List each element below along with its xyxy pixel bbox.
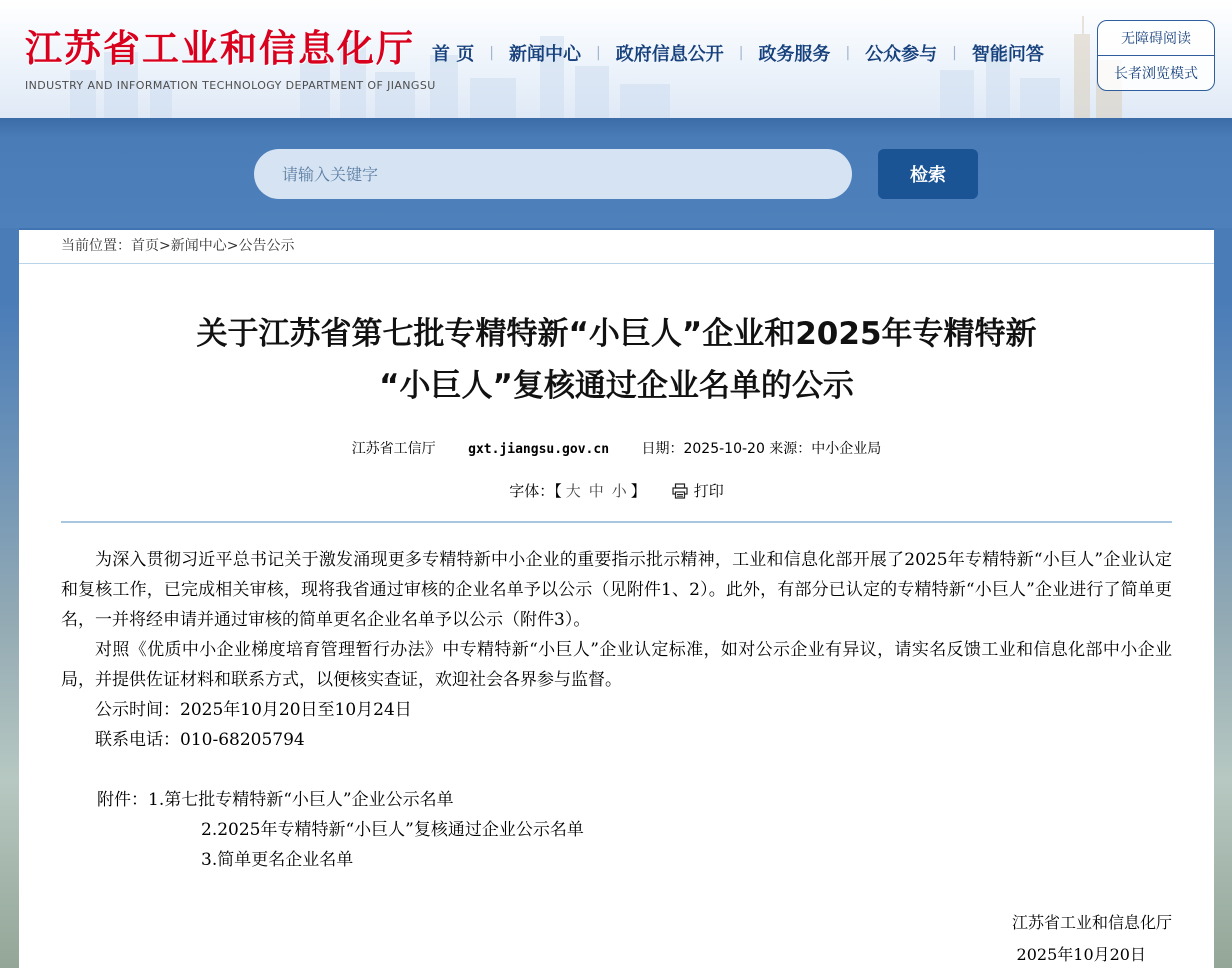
content-panel bbox=[19, 228, 1214, 968]
breadcrumb-path[interactable]: 首页>新闻中心>公告公示 bbox=[131, 238, 295, 254]
article bbox=[19, 308, 1214, 968]
article-meta bbox=[61, 438, 1172, 458]
paragraph-2: 对照《优质中小企业梯度培育管理暂行办法》中专精特新“小巨人”企业认定标准，如对公示企业有异议，请实名反馈工业和信息化部中小企业局，并提供佐证材料和联系方式，以便核实查证，欢迎社会各界参与监督。 bbox=[61, 640, 1172, 690]
nav-item-news[interactable]: 新闻中心 bbox=[509, 44, 581, 65]
search-banner bbox=[0, 118, 1232, 228]
article-title bbox=[91, 308, 1142, 412]
accessible-reading-button[interactable]: 无障碍阅读 bbox=[1121, 31, 1191, 47]
nav-separator: | bbox=[596, 45, 601, 61]
attachments-label: 附件： bbox=[97, 790, 148, 810]
meta-date-source: 日期：2025-10-20 来源：中小企业局 bbox=[641, 441, 882, 457]
paragraph-1: 为深入贯彻习近平总书记关于激发涌现更多专精特新中小企业的重要指示批示精神，工业和信息化部开展了2025年专精特新“小巨人”企业认定和复核工作，已完成相关审核，现将我省通过审核的企业名单予以公示（见附件1、2）。此外，有部分已认定的专精特新“小巨人”企业进行了简单更名，一并将经申请并通过审核的简单更名企业名单予以公示（附件3）。 bbox=[61, 550, 1172, 630]
accessibility-box bbox=[1097, 20, 1215, 91]
contact-phone-line: 联系电话：010-68205794 bbox=[95, 730, 305, 750]
site-header bbox=[0, 0, 1232, 118]
nav-item-smart-qa[interactable]: 智能问答 bbox=[971, 44, 1044, 65]
main-nav bbox=[432, 40, 1044, 66]
meta-website: gxt.jiangsu.gov.cn bbox=[468, 442, 610, 457]
attachment-line-2 bbox=[61, 815, 1172, 845]
signature-org: 江苏省工业和信息化厅 bbox=[1011, 913, 1172, 932]
attachment-link-1[interactable]: 1.第七批专精特新“小巨人”企业公示名单 bbox=[148, 790, 454, 810]
bracket-close: 】 bbox=[630, 482, 646, 500]
breadcrumb bbox=[19, 230, 1214, 264]
nav-separator: | bbox=[738, 45, 744, 61]
elder-mode-button[interactable]: 长者浏览模式 bbox=[1098, 55, 1214, 90]
article-controls bbox=[61, 480, 1172, 501]
signature-block bbox=[61, 907, 1172, 968]
font-medium-button[interactable]: 中 bbox=[588, 482, 604, 500]
nav-item-gov-services[interactable]: 政务服务 bbox=[758, 44, 831, 65]
publicity-period-line: 公示时间：2025年10月20日至10月24日 bbox=[95, 700, 412, 720]
breadcrumb-label: 当前位置： bbox=[61, 238, 131, 254]
search-row bbox=[0, 149, 1232, 199]
nav-item-gov-info[interactable]: 政府信息公开 bbox=[615, 44, 724, 65]
title-divider bbox=[61, 521, 1172, 523]
attachment-link-3[interactable]: 3.简单更名企业名单 bbox=[201, 850, 354, 870]
font-large-button[interactable]: 大 bbox=[565, 482, 581, 500]
logo-subtitle: INDUSTRY AND INFORMATION TECHNOLOGY DEPARTMENT OF JIANGSU bbox=[25, 79, 436, 92]
search-button[interactable]: 检索 bbox=[878, 149, 978, 199]
article-title-line1: 关于江苏省第七批专精特新“小巨人”企业和2025年专精特新 bbox=[196, 316, 1037, 352]
print-button[interactable] bbox=[672, 482, 724, 500]
attachment-line-1 bbox=[61, 785, 1172, 815]
nav-separator: | bbox=[845, 45, 851, 61]
site-logo[interactable] bbox=[25, 18, 436, 92]
attachment-line-3 bbox=[61, 845, 1172, 875]
article-title-line2: “小巨人”复核通过企业名单的公示 bbox=[379, 368, 854, 404]
attachments-block bbox=[61, 785, 1172, 875]
print-label[interactable]: 打印 bbox=[693, 482, 724, 500]
nav-separator: | bbox=[489, 45, 494, 61]
bracket-open: 【 bbox=[554, 482, 562, 500]
print-icon bbox=[672, 483, 688, 499]
article-body bbox=[61, 545, 1172, 755]
meta-department: 江苏省工信厅 bbox=[351, 441, 436, 457]
nav-item-public-participation[interactable]: 公众参与 bbox=[865, 44, 938, 65]
attachment-link-2[interactable]: 2.2025年专精特新“小巨人”复核通过企业公示名单 bbox=[201, 820, 584, 840]
font-small-button[interactable]: 小 bbox=[611, 482, 627, 500]
signature-date: 2025年10月20日 bbox=[1016, 945, 1146, 964]
search-input[interactable] bbox=[254, 149, 852, 199]
font-size-label: 字体： bbox=[509, 482, 555, 500]
nav-item-home[interactable]: 首 页 bbox=[432, 44, 475, 65]
logo-title[interactable]: 江苏省工业和信息化厅 bbox=[25, 27, 415, 70]
nav-separator: | bbox=[952, 45, 957, 61]
